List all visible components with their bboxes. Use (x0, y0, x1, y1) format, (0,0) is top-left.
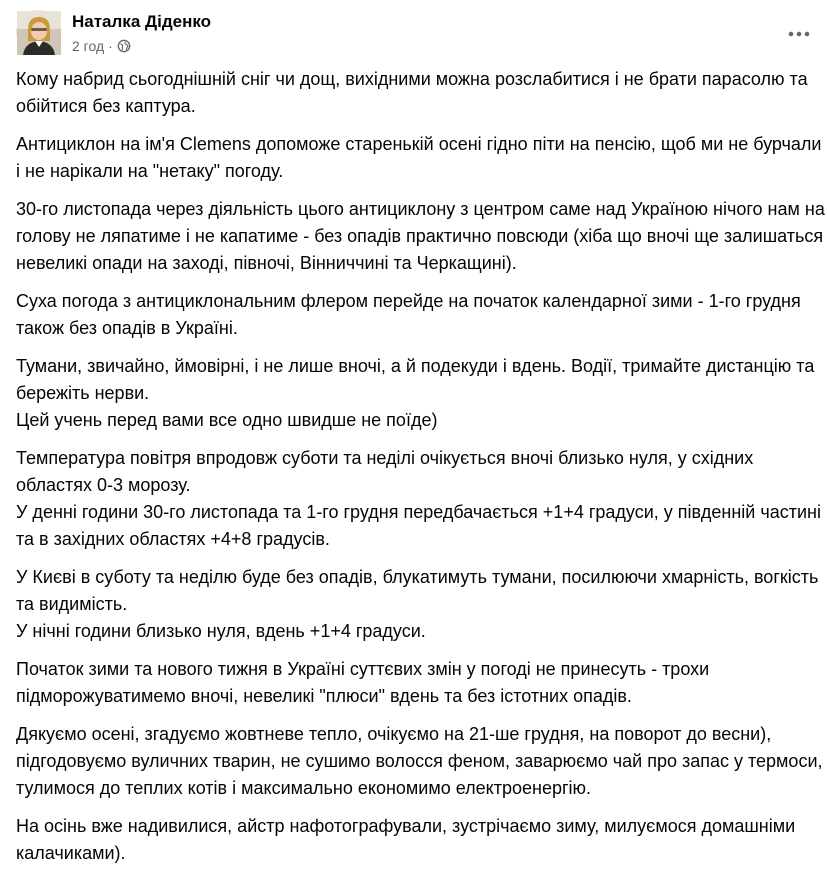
post-paragraph (16, 721, 826, 802)
author-name[interactable]: Наталка Діденко (72, 12, 212, 31)
post-header (16, 10, 817, 58)
paragraph-line: та в західних областях +4+8 градусів. (16, 529, 330, 549)
paragraph-line: тулимося до теплих котів і максимально економимо електроенергію. (16, 778, 592, 798)
paragraph-line: Цей учень перед вами все одно швидше не поїде) (16, 410, 438, 430)
post-paragraph (16, 196, 826, 277)
paragraph-line: бережіть нерви. (16, 383, 150, 403)
paragraph-line: У нічні години близько нуля, вдень +1+4 градуси. (16, 621, 426, 641)
paragraph-line: Антициклон на ім'я Clemens допоможе старенькій осені гідно піти на пенсію, щоб ми не бурчали (16, 134, 822, 154)
paragraph-line: голову не ляпатиме і не капатиме - без опадів практично повсюди (хіба що вночі ще залишаться (16, 226, 824, 246)
paragraph-line: Температура повітря впродовж суботи та неділі очікується вночі близько нуля, у східних (16, 448, 754, 468)
paragraph-line: обійтися без каптура. (16, 96, 196, 116)
paragraph-line: підгодовуємо вуличних тварин, не сушимо волосся феном, заварюємо чай про запас у термоси, (16, 751, 823, 771)
post-paragraph (16, 564, 826, 645)
post-body (16, 66, 826, 878)
paragraph-line: Кому набрид сьогоднішній сніг чи дощ, вихідними можна розслабитися і не брати парасолю та (16, 69, 808, 89)
paragraph-line: областях 0-3 морозу. (16, 475, 191, 495)
author-avatar[interactable] (16, 10, 60, 54)
globe-icon[interactable] (117, 39, 131, 53)
paragraph-line: 30-го листопада через діяльність цього антициклону з центром саме над Україною нічого нам на (16, 199, 825, 219)
paragraph-line: також без опадів в Україні. (16, 318, 238, 338)
paragraph-line: Початок зими та нового тижня в Україні суттєвих змін у погоді не принесуть - трохи (16, 659, 710, 679)
paragraph-line: та видимість. (16, 594, 128, 614)
paragraph-line: невеликі опади на заході, півночі, Вінниччині та Черкащині). (16, 253, 517, 273)
paragraph-line: і не нарікали на "нетаку" погоду. (16, 161, 284, 181)
paragraph-line: підморожуватимемо вночі, невеликі "плюси" вдень та без істотних опадів. (16, 686, 632, 706)
post-paragraph (16, 131, 826, 185)
post-timestamp[interactable]: 2 год (72, 38, 105, 54)
post-paragraph (16, 288, 826, 342)
paragraph-line: Дякуємо осені, згадуємо жовтневе тепло, очікуємо на 21-ше грудня, на поворот до весни), (16, 724, 772, 744)
meta-separator: · (108, 38, 113, 54)
more-horizontal-icon (788, 31, 810, 37)
post-paragraph (16, 445, 826, 553)
post-paragraph (16, 656, 826, 710)
paragraph-line: Тумани, звичайно, ймовірні, і не лише вночі, а й подекуди і вдень. Водії, тримайте дистанцію та (16, 356, 815, 376)
more-options-button[interactable] (781, 16, 817, 52)
post-paragraph (16, 353, 826, 434)
paragraph-line: У денні години 30-го листопада та 1-го грудня передбачається +1+4 градуси, у південній частині (16, 502, 821, 522)
avatar-photo (17, 11, 61, 55)
paragraph-line: У Києві в суботу та неділю буде без опадів, блукатимуть тумани, посилюючи хмарність, вогкість (16, 567, 819, 587)
post-paragraph (16, 66, 826, 120)
post-meta (72, 38, 131, 54)
paragraph-line: На осінь вже надивилися, айстр нафотографували, зустрічаємо зиму, милуємося домашніми (16, 816, 796, 836)
paragraph-line: Суха погода з антициклональним флером перейде на початок календарної зими - 1-го грудня (16, 291, 801, 311)
paragraph-line: калачиками). (16, 843, 126, 863)
post-paragraph (16, 813, 826, 867)
